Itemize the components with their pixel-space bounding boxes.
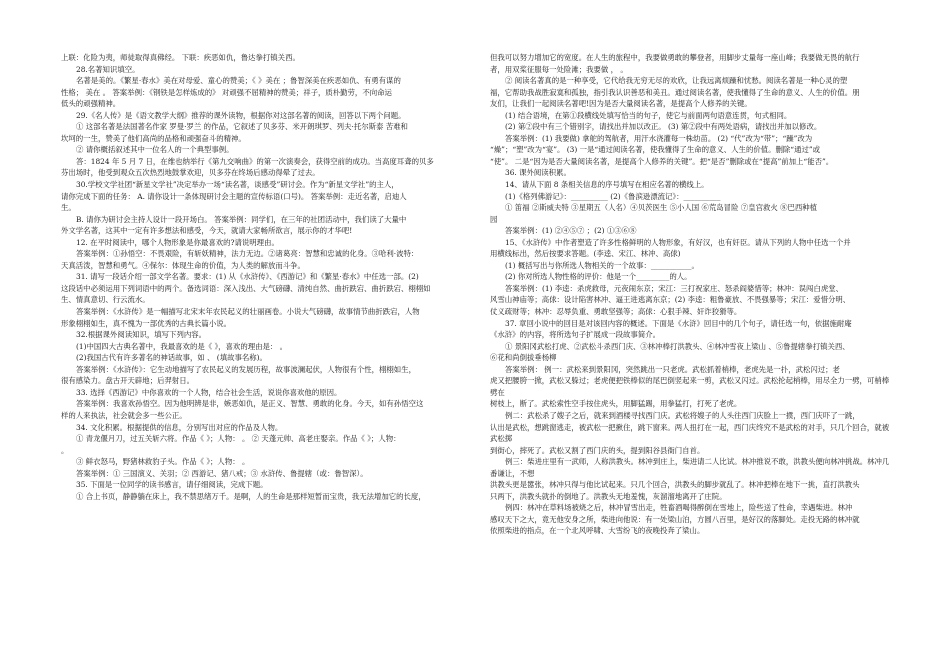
text-line: 名著是美的。《繁星·春水》美在对母爱、童心的赞美；《 》美在 ；鲁智深美在疾恶如仇、有勇有谋的 [76,76,401,86]
text-line: 感叹天下之大，竟无他安身之所，柴进向他说：有一处梁山泊，方圆八百里，是好汉的落脚处。走投无路的林冲就 [490,514,860,524]
text-line: 上联：化险为夷，师徒取得真佛经。 下联：疾恶如仇，鲁达拳打镇关西。 [61,53,300,62]
text-line: 《水浒》的内容，将所选句子扩展成一段故事简介。 [490,330,660,340]
text-line: 36. 课外阅读积累。 [505,168,571,178]
text-line: 28.名著知识填空。 [76,64,140,74]
text-line: 认出是武松，想跳窗逃走，被武松一把揪住，跳下窗来。两人扭打在一起，西门庆终究不是武松的对手，只几个回合，就被武松掷 [490,422,890,444]
text-line: 答案举例：(1) ②④⑤⑦ ；(2) ①③⑥⑧ [505,226,637,236]
text-line: 答案举例：(1) 李逵：杀虎救母，元夜闹东京；宋江：三打祝家庄、怒杀阎婆惜等；林冲：误闯白虎堂、 [505,283,844,293]
text-line: 答案举例：《水浒传》是一幅描写北宋末年农民起义的壮丽画卷。小说大气磅礴，故事情节曲折跌宕，人物 [76,307,420,317]
text-line: 这段话中必须运用下列词语中的两个。备选词语：深入浅出、大气磅礴、清纯自然、曲折跌宕、曲折跌宕、栩栩如 [61,283,431,293]
text-line: 35. 下面是一位同学的读书感言，请仔细阅读，完成下题。 [76,480,268,490]
text-line: (2) 你对所选人物性格的评价：他是一个_________的人。 [505,272,692,282]
text-line: (2) 第②段中有三个错别字，请找出并加以改正。 (3) 第②段中有两处语病，请找出并加以修改。 [505,122,822,132]
text-line: ② 请你概括叙述其中一位名人的一个典型事例。 [76,145,234,155]
text-line: 答案举例：我喜欢孙悟空。因为他明辨是非，嫉恶如仇，是正义、智慧、勇敢的化身。今天，如有孙悟空这 [76,399,424,409]
text-line: 洪教头更是嚣张，林冲只得与他比试起来。只几个回合，洪教头的脚步就乱了。林冲把棒在地下一挑，直打洪教头 [490,480,860,490]
text-line: 天真活泼，智慧和勇气。④保尔：体现生命的价值，为人类的解放而斗争。 [61,260,305,270]
text-line: ① 合上书页，静静躺在床上，我不禁思绪万千。是啊，人的生命是那样短暂而宝贵，我无法增加它的长度， [76,491,426,501]
text-line: 答案举例：(1) 我要做) 拿舵的驾航者，用汗水浇灌每一株幼苗。 (2) “代”改为“带”；“躁”改为 [505,133,813,143]
text-line: 14、请从下面 8 条相关信息的序号填写在相应名著的横线上。 [505,180,709,190]
text-line: 12. 在平时阅读中，哪个人物形象是你最喜欢的?请说明理由。 [76,237,279,247]
text-line: 形象栩栩如生，真不愧为一部优秀的古典长篇小说。 [61,318,231,328]
text-line: 虎又把腰胯一掀，武松又躲过；老虎便把铁棒似的尾巴倒竖起来一剪，武松又闪过。武松抡起梢棒，用尽全力一劈，可梢棒劈在 [490,376,890,397]
text-line: ① 青龙偃月刀，过五关斩六将。作品《 》；人物： 。 ② 天蓬元帅、高老庄娶亲。作品《 》；人物： [76,434,401,444]
text-line: 例三：柴进庄里有一武师，人称洪教头。林冲到庄上，柴进请二人比试。林冲推说不敢，洪教头便向林冲挑战。林冲几番谦让，不想 [490,457,890,478]
text-line: 到街心，摔死了。武松又割了西门庆的头，提到阳谷县衙门自首。 [490,445,705,455]
text-line: 34. 文化积累。根据提供的信息，分别写出对应的作品及人物。 [76,422,283,432]
text-line: 芬出场时，他受到观众五次热烈地鼓掌欢迎，贝多芬在终场后感动得晕了过去。 [61,168,320,178]
text-line: 性格； 美在 。 答案举例：《钢铁是怎样炼成的》 对顽强不屈精神的赞美；祥子，质朴勤劳，不向命运 [61,87,392,97]
text-line: 福，它帮助我战胜寂寞和孤独，指引我认识善恶和美丑。通过阅读名著，使我懂得了生命的意义、人生的价值。朋 [490,87,860,97]
text-line: 生、情真意切、行云流水。 [61,295,150,305]
text-line: 用横线标出，然后按要求答题。(李逵、宋江、林冲、高俅) [490,249,681,259]
text-line: 友们，让我们一起阅读名著吧!因为是否大量阅读名著，是提高个人修养的关键。 [490,99,752,109]
text-line: B. 请你为研讨会主持人设计一段开场白。 答案举例：同学们，在三年的社团活动中，我们读了大量中 [76,214,407,224]
text-line: 请你完成下面的任务： A. 请你设计一条体现研讨会主题的宣传标语(口号)。 答案举例：走近名著，启迪人 [61,191,407,201]
text-line: 外文学名著，这其中一定有许多想法和感受，今天，就请大家畅所欲言，展示你的才华吧! [61,226,353,236]
text-line: 32.根据课外阅读知识，填写下列内容。 [76,330,207,340]
text-line: 样的人来执法，社会就会多一些公正。 [61,410,187,420]
text-line: 园 [490,214,498,224]
text-line: 低头的顽强精神。 [61,99,121,109]
text-line: 30.学校文学社团“新星文学社”决定举办一场“读名著，谈感受”研讨会。作为“新星文学社”的主人， [76,180,399,190]
text-line: 29.《名人传》是《语文教学大纲》推荐的课外读物，根据你对这部名著的阅读，回答以下两个问题。 [76,110,406,120]
text-line: 答案举例：《水浒传》：它生动地描写了农民起义的发展历程，故事波澜起伏，人物很有个性，栩栩如生， [76,364,416,374]
text-line: 15、《水浒传》中作者塑造了许多性格鲜明的人物形象，有好汉，也有奸臣。请从下列的人物中任选一个并 [505,237,851,247]
text-line: 答：1824 年 5 月 7 日，在维也纳举行《第九交响曲》的第一次演奏会，获得空前的成功。当高度耳聋的贝多 [76,156,434,166]
text-line: 但我可以努力增加它的宽度。在人生的旅程中，我要做勇敢的攀登者，用脚步丈量每一座山峰；我要做无畏的航行 [490,53,860,62]
text-line: ③ 鲜衣怒马，野猪林救豹子头。作品《 》；人物： 。 [76,457,250,467]
text-line: 坎坷的一生，赞美了他们高尚的品格和顽强奋斗的精神。 [61,133,246,143]
text-line: (1) 概括写出与你所选人物相关的一个故事：___________。 [505,260,699,270]
text-line: ① 这部名著是法国著名作家 罗曼·罗兰 的作品，它叙述了贝多芬、米开朗琪罗、列夫·托尔斯泰 苦难和 [76,122,408,132]
text-line: ② 阅读名著真的是一种享受，它代给我无穷无尽的欢欣，让我远离烦躁和忧愁。阅读名著是一种心灵的塑 [505,76,848,86]
text-line: 答案举例：① 三国演义、关羽；② 西游记、猪八戒；③ 水浒传、鲁提辖（或：鲁智深）。 [76,468,368,478]
text-line: 仗义疏财等；林冲：忍辱负重、勇敢坚强等；高俅：心狠手辣、奸诈狡猾等。 [490,307,742,317]
text-line: 例二：武松杀了嫂子之后，就来到酒楼寻找西门庆。武松将嫂子的人头往西门庆脸上一掼，西门庆吓了一跳， [505,410,860,420]
text-line: 风雪山神庙等；高俅：设计陷害林冲、逼王进逃离东京；(2) 李逵：粗鲁豪放、不畏强暴等；宋江：爱惜分明、 [490,295,851,305]
text-line: (1)中国四大古典名著中，我最喜欢的是《 》，喜欢的理由是： 。 [76,341,288,351]
left-text-column [61,52,476,664]
text-line: ⑥花和尚倒拔垂杨柳 [490,353,557,363]
text-line: 很有感染力。盘古开天辟地；后羿射日。 [61,376,195,386]
text-line: (1)《格列佛游记》：__________ (2)《鲁滨逊漂流记》：__________ [505,191,721,201]
right-text-column [490,52,895,664]
text-line: 例四：林冲在草料场被烧之后，林冲冒雪出走，牲畜酒喝得醉倒在雪地上，险些送了性命，幸遇柴进。林冲 [505,503,853,513]
text-line: ① 景阳冈武松打虎、②武松斗杀西门庆、③林冲棒打洪教头、④林冲雪夜上梁山 、⑤鲁提辖拳打镇关西、 [505,341,850,351]
text-line: (2)我国古代有许多著名的神话故事，如 、 (填故事名称)。 [76,353,267,363]
text-line: 只两下，洪教头就扑的倒地了。洪教头无地羞愧，灰溜溜地离开了庄院。 [490,491,727,501]
text-line: 树枝上，断了。武松索性空手按住虎头，用脚猛踢，用拳猛打，打死了老虎。 [490,399,742,409]
text-line: 33. 选择《西游记》中你喜欢的一个人物，结合社会生活，说说你喜欢他的原因。 [76,387,342,397]
text-line: 者，用双桨征服每一处险滩；我要做 ， 。 [490,64,628,74]
text-line: ① 笛福 ②斯威夫特 ③星期五（人名）④贝茨医生 ⑤小人国 ⑥荒岛冒险 ⑦皇宫救火 ⑧巴西种植 [505,203,818,213]
text-line: (1) 结合语境，在第①段横线处填写恰当的句子，使它与前面两句语意连贯，句式相同。 [505,110,792,120]
text-line: “使”。 二是“因为是否大量阅读名著，是提高个人修养的关键”。把“是否”删除或在“提高”前加上“能否”。 [490,156,834,166]
text-line: 答案举例：①孙悟空：不畏艰险，有斩妖精神，法力无边。②诸葛亮：智慧和忠诚的化身。③哈利·波特： [76,249,419,259]
text-line: 依照柴进的指点，在一个北风呼啸、大雪纷飞的夜晚投奔了梁山。 [490,526,705,536]
text-line: 31. 请写一段话介绍一部文学名著。要求：(1) 从《水浒传》、《西游记》和《繁星·春水》中任选一部。(2) [76,272,419,282]
text-line: 。 [61,445,69,455]
text-line: 答案举例： 例一：武松来到景阳冈，突然跳出一只老虎。武松抓着梢棒，老虎先是一扑，武松闪过；老 [505,364,840,374]
text-line: “燥”；“塑”改为“宴”。 (3) 一是“通过阅读名著，使我懂得了生命的意义、人生的价值。删除“通过”或 [490,145,821,155]
text-line: 37. 章回小说中的回目是对该回内容的概述。下面是《水浒》回目中的几个句子，请任选一句，依据施耐庵 [505,318,852,328]
text-line: 生。 [61,203,76,213]
